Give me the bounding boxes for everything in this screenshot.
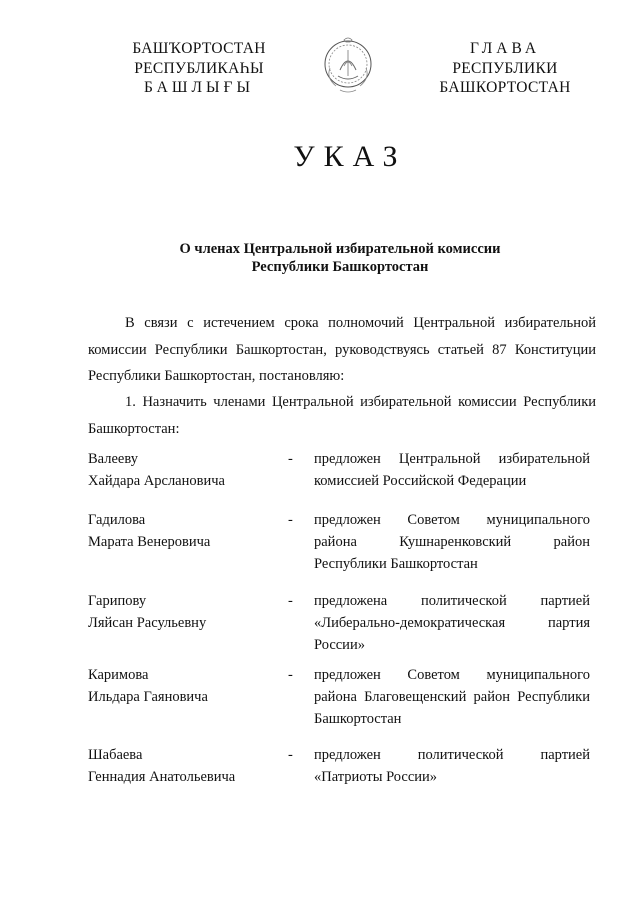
header-right-line-3: БАШКОРТОСТАН bbox=[439, 79, 571, 96]
member-name bbox=[88, 590, 268, 634]
member-dash: - bbox=[288, 667, 293, 683]
header-bashkir bbox=[104, 39, 294, 98]
decree-title bbox=[0, 240, 640, 276]
nomination-line: «Либерально-демократическая партия bbox=[314, 615, 590, 631]
member-surname: Шабаева bbox=[88, 747, 143, 763]
document-type: УКАЗ bbox=[293, 140, 407, 173]
nomination-line: Башкортостан bbox=[314, 711, 402, 727]
member-given-name: Хайдара Арслановича bbox=[88, 473, 225, 489]
member-nomination bbox=[314, 590, 590, 656]
preamble-text: В связи с истечением срока полномочий Центральной избирательной комиссии Республики Башкортостан, руководствуясь статьей 87 Конституции Республики Башкортостан, постановляю: bbox=[88, 315, 596, 384]
nomination-line: «Патриоты России» bbox=[314, 769, 438, 785]
member-given-name: Марата Венеровича bbox=[88, 534, 211, 550]
member-given-name: Геннадия Анатольевича bbox=[88, 769, 236, 785]
member-surname: Каримова bbox=[88, 667, 149, 683]
member-name bbox=[88, 448, 268, 492]
nomination-line: предложена политической партией bbox=[314, 593, 590, 609]
member-nomination bbox=[314, 509, 590, 575]
member-dash: - bbox=[288, 593, 293, 609]
nomination-line: района Благовещенский район Республики bbox=[314, 689, 590, 705]
member-name bbox=[88, 744, 268, 788]
member-given-name: Ляйсан Расульевну bbox=[88, 615, 207, 631]
nomination-line: предложен Советом муниципального bbox=[314, 667, 590, 683]
header-right-line-2: РЕСПУБЛИКИ bbox=[452, 59, 558, 77]
member-nomination bbox=[314, 448, 590, 492]
nomination-line: России» bbox=[314, 637, 365, 653]
member-given-name: Ильдара Гаяновича bbox=[88, 689, 208, 705]
nomination-line: предложен Центральной избирательной bbox=[314, 451, 590, 467]
member-surname: Гадилова bbox=[88, 512, 146, 528]
member-dash: - bbox=[288, 747, 293, 763]
header-left-line-2: РЕСПУБЛИКАҺЫ bbox=[134, 59, 264, 77]
member-name bbox=[88, 664, 268, 708]
member-dash: - bbox=[288, 512, 293, 528]
header-left-line-3: БАШЛЫҒЫ bbox=[143, 79, 255, 96]
header-right-line-1: ГЛАВА bbox=[469, 40, 541, 57]
nomination-line: предложен политической партией bbox=[314, 747, 590, 763]
nomination-line: Республики Башкортостан bbox=[314, 556, 478, 572]
header-russian bbox=[410, 39, 600, 98]
member-nomination bbox=[314, 664, 590, 730]
preamble-paragraph bbox=[88, 310, 596, 390]
decree-title-line-1: О членах Центральной избирательной комиссии bbox=[179, 241, 501, 257]
member-name bbox=[88, 509, 268, 553]
decree-title-line-2: Республики Башкортостан bbox=[251, 259, 429, 275]
item-1-paragraph bbox=[88, 389, 596, 442]
member-surname: Гарипову bbox=[88, 593, 147, 609]
nomination-line: предложен Советом муниципального bbox=[314, 512, 590, 528]
bashkortostan-emblem-icon bbox=[318, 30, 378, 100]
nomination-line: района Кушнаренковский район bbox=[314, 534, 590, 550]
header-left-line-1: БАШҠОРТОСТАН bbox=[132, 40, 266, 57]
member-surname: Валееву bbox=[88, 451, 138, 467]
member-nomination bbox=[314, 744, 590, 788]
nomination-line: комиссией Российской Федерации bbox=[314, 473, 527, 489]
item-1-text: 1. Назначить членами Центральной избирательной комиссии Республики Башкортостан: bbox=[88, 394, 596, 437]
member-dash: - bbox=[288, 451, 293, 467]
